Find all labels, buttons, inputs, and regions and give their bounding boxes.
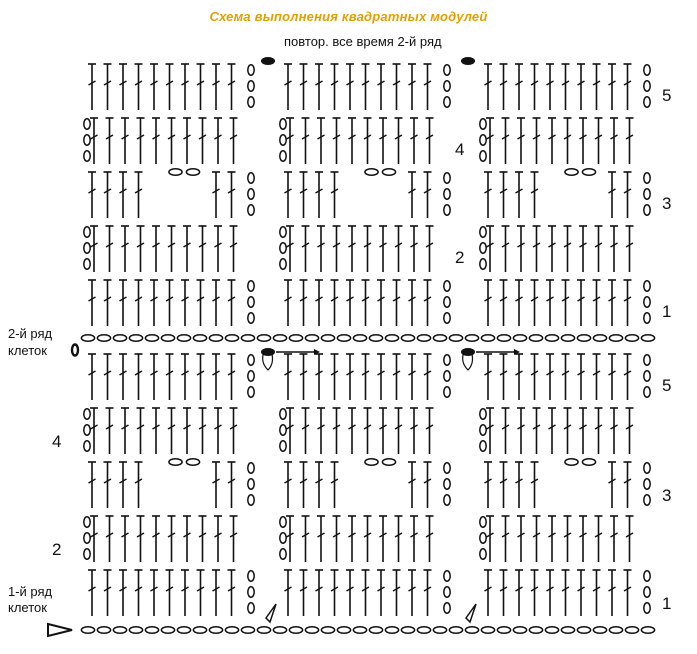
- chain-stitch: [353, 627, 366, 634]
- chain-stitch: [145, 335, 158, 342]
- chain-stitch: [481, 627, 494, 634]
- chain-stitch: [644, 297, 650, 307]
- start-marker: [266, 604, 276, 622]
- chain-stitch: [480, 533, 486, 543]
- chain-stitch: [480, 243, 486, 253]
- chain-stitch: [113, 335, 126, 342]
- chain-stitch: [480, 119, 486, 129]
- row-number-bottom-5: 5: [662, 376, 672, 395]
- chain-stitch: [248, 463, 254, 473]
- label-second-row-line2: клеток: [8, 343, 47, 358]
- chain-stitch: [609, 335, 622, 342]
- chain-stitch: [280, 425, 286, 435]
- chain-stitch: [305, 627, 318, 634]
- chain-stitch: [248, 371, 254, 381]
- row-number-top-5: 5: [662, 86, 672, 105]
- chain-stitch: [321, 335, 334, 342]
- chain-stitch: [545, 627, 558, 634]
- chain-stitch: [84, 425, 90, 435]
- chain-stitch: [480, 227, 486, 237]
- chain-stitch: [465, 627, 478, 634]
- chain-stitch: [433, 627, 446, 634]
- label-first-row-line1: 1-й ряд: [8, 584, 53, 599]
- chain-stitch: [565, 169, 578, 176]
- chain-stitch: [444, 297, 450, 307]
- chain-stitch: [480, 409, 486, 419]
- chain-stitch: [577, 627, 590, 634]
- chain-stitch: [193, 627, 206, 634]
- chain-stitch: [248, 571, 254, 581]
- chain-stitch: [529, 335, 542, 342]
- chain-stitch: [280, 441, 286, 451]
- chain-stitch: [280, 119, 286, 129]
- chain-stitch: [280, 409, 286, 419]
- chain-stitch: [417, 335, 430, 342]
- chain-stitch: [248, 587, 254, 597]
- chain-stitch: [644, 479, 650, 489]
- chain-stitch: [84, 533, 90, 543]
- chain-stitch: [305, 335, 318, 342]
- chain-stitch: [289, 335, 302, 342]
- chain-stitch: [480, 517, 486, 527]
- chain-stitch: [644, 603, 650, 613]
- chain-stitch: [644, 387, 650, 397]
- chain-stitch: [248, 205, 254, 215]
- chain-stitch: [644, 173, 650, 183]
- chain-stitch: [449, 627, 462, 634]
- chain-stitch: [193, 335, 206, 342]
- chain-stitch: [81, 627, 94, 634]
- chain-stitch: [625, 335, 638, 342]
- chain-stitch: [561, 627, 574, 634]
- chain-stitch: [248, 355, 254, 365]
- chain-stitch: [289, 627, 302, 634]
- chain-stitch: [84, 243, 90, 253]
- chain-stitch: [480, 135, 486, 145]
- chain-stitch: [497, 627, 510, 634]
- chain-stitch: [369, 335, 382, 342]
- chain-stitch: [481, 335, 494, 342]
- chain-stitch: [97, 335, 110, 342]
- chain-stitch: [84, 227, 90, 237]
- chain-stitch: [248, 173, 254, 183]
- chain-stitch: [337, 335, 350, 342]
- start-marker: [466, 604, 476, 622]
- chain-stitch: [186, 169, 199, 176]
- chain-stitch: [257, 335, 270, 342]
- chain-stitch: [365, 169, 378, 176]
- chain-stitch: [248, 313, 254, 323]
- chain-stitch: [365, 459, 378, 466]
- chain-stitch: [644, 463, 650, 473]
- label-first-row-line2: клеток: [8, 600, 47, 615]
- chain-stitch: [444, 281, 450, 291]
- chain-stitch: [582, 169, 595, 176]
- chain-stitch: [225, 335, 238, 342]
- chain-stitch: [84, 151, 90, 161]
- chain-stitch: [84, 517, 90, 527]
- chain-stitch: [209, 335, 222, 342]
- chain-stitch: [241, 335, 254, 342]
- chain-stitch: [444, 81, 450, 91]
- chain-stitch: [369, 627, 382, 634]
- chain-stitch: [280, 549, 286, 559]
- chain-stitch: [129, 627, 142, 634]
- chain-stitch: [444, 463, 450, 473]
- chain-stitch: [449, 335, 462, 342]
- chain-stitch: [433, 335, 446, 342]
- chain-stitch: [113, 627, 126, 634]
- chain-stitch: [444, 571, 450, 581]
- chain-stitch: [644, 97, 650, 107]
- chain-stitch: [248, 97, 254, 107]
- chain-stitch: [161, 627, 174, 634]
- chain-stitch: [209, 627, 222, 634]
- chain-stitch: [401, 627, 414, 634]
- chain-stitch: [273, 627, 286, 634]
- chain-stitch: [248, 603, 254, 613]
- row-number-top-2: 2: [455, 248, 465, 267]
- slip-stitch-marker: [461, 57, 475, 65]
- chain-stitch: [280, 517, 286, 527]
- chain-stitch: [644, 281, 650, 291]
- chain-stitch: [186, 459, 199, 466]
- chain-stitch: [161, 335, 174, 342]
- chain-stitch: [444, 355, 450, 365]
- row-number-bottom-1: 1: [662, 594, 672, 613]
- row-number-top-1: 1: [662, 302, 672, 321]
- chain-stitch: [248, 479, 254, 489]
- chain-stitch: [248, 65, 254, 75]
- chain-stitch: [480, 151, 486, 161]
- chain-stitch: [321, 627, 334, 634]
- chain-stitch: [444, 603, 450, 613]
- chain-stitch: [641, 335, 654, 342]
- chain-stitch: [444, 495, 450, 505]
- chain-stitch: [644, 313, 650, 323]
- slip-stitch-marker: [261, 57, 275, 65]
- chain-stitch: [444, 205, 450, 215]
- chain-stitch: [84, 259, 90, 269]
- chain-stitch: [480, 259, 486, 269]
- diagram-title: Схема выполнения квадратных модулей: [209, 9, 488, 24]
- chain-stitch: [480, 549, 486, 559]
- chain-stitch: [644, 355, 650, 365]
- chain-stitch: [81, 335, 94, 342]
- chain-stitch: [444, 313, 450, 323]
- chain-stitch: [609, 627, 622, 634]
- chain-stitch: [444, 387, 450, 397]
- row-number-bottom-2: 2: [52, 540, 62, 559]
- chain-stitch: [280, 243, 286, 253]
- chain-stitch: [248, 495, 254, 505]
- chain-stitch: [644, 81, 650, 91]
- chain-stitch: [644, 495, 650, 505]
- chain-stitch: [84, 549, 90, 559]
- chain-stitch: [444, 65, 450, 75]
- start-marker: [48, 624, 72, 636]
- row-number-top-4: 4: [455, 140, 465, 159]
- chain-stitch: [248, 281, 254, 291]
- label-second-row-line1: 2-й ряд: [8, 326, 53, 341]
- chain-stitch: [577, 335, 590, 342]
- chain-stitch: [593, 627, 606, 634]
- chain-stitch: [145, 627, 158, 634]
- chain-stitch: [84, 441, 90, 451]
- chain-stitch: [248, 189, 254, 199]
- chain-stitch: [529, 627, 542, 634]
- chain-stitch: [169, 459, 182, 466]
- chain-stitch: [382, 459, 395, 466]
- chain-stitch: [385, 627, 398, 634]
- chain-stitch: [644, 587, 650, 597]
- chain-stitch: [225, 627, 238, 634]
- chain-stitch: [84, 119, 90, 129]
- chain-stitch: [565, 459, 578, 466]
- chain-stitch: [248, 81, 254, 91]
- chain-stitch: [444, 97, 450, 107]
- chain-stitch: [97, 627, 110, 634]
- chain-stitch: [582, 459, 595, 466]
- chain-stitch: [177, 335, 190, 342]
- chain-stitch: [382, 169, 395, 176]
- chain-stitch: [561, 335, 574, 342]
- chain-stitch: [465, 335, 478, 342]
- chain-stitch: [444, 479, 450, 489]
- chain-stitch: [513, 335, 526, 342]
- chain-stitch: [280, 151, 286, 161]
- chain-stitch: [545, 335, 558, 342]
- chain-stitch: [513, 627, 526, 634]
- chain-stitch: [644, 65, 650, 75]
- chain-stitch: [497, 335, 510, 342]
- chain-stitch: [177, 627, 190, 634]
- chain-stitch: [480, 441, 486, 451]
- chain-stitch: [248, 387, 254, 397]
- chain-stitch: [273, 335, 286, 342]
- chain-stitch: [280, 533, 286, 543]
- chain-stitch: [444, 587, 450, 597]
- chain-stitch: [644, 371, 650, 381]
- chain-stitch-bold: [72, 345, 78, 356]
- chain-stitch: [280, 135, 286, 145]
- chain-stitch: [84, 409, 90, 419]
- chain-stitch: [625, 627, 638, 634]
- chain-stitch: [385, 335, 398, 342]
- chain-stitch: [241, 627, 254, 634]
- diagram-subtitle: повтор. все время 2-й ряд: [284, 34, 442, 49]
- chain-stitch: [641, 627, 654, 634]
- chain-stitch: [401, 335, 414, 342]
- chain-stitch: [353, 335, 366, 342]
- chain-stitch: [644, 205, 650, 215]
- chain-stitch: [337, 627, 350, 634]
- chain-stitch: [169, 169, 182, 176]
- chain-stitch: [593, 335, 606, 342]
- chain-stitch: [444, 173, 450, 183]
- chain-stitch: [444, 189, 450, 199]
- chain-stitch: [84, 135, 90, 145]
- chain-stitch: [280, 227, 286, 237]
- chain-stitch: [280, 259, 286, 269]
- chain-stitch: [248, 297, 254, 307]
- chain-stitch: [257, 627, 270, 634]
- chain-stitch: [644, 189, 650, 199]
- row-number-bottom-4: 4: [52, 432, 62, 451]
- chain-stitch: [417, 627, 430, 634]
- row-number-top-3: 3: [662, 194, 672, 213]
- chain-stitch: [129, 335, 142, 342]
- chain-stitch: [480, 425, 486, 435]
- chain-stitch: [644, 571, 650, 581]
- chain-stitch: [444, 371, 450, 381]
- row-number-bottom-3: 3: [662, 486, 672, 505]
